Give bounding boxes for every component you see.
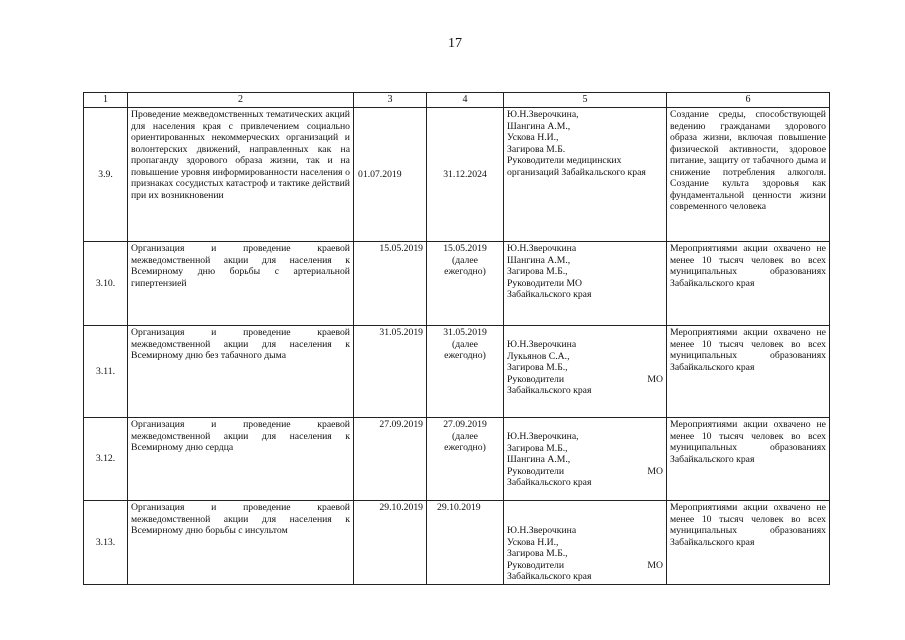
- start-date: 15.05.2019: [354, 242, 427, 326]
- header-cell: 1: [84, 93, 128, 108]
- responsible-names: Ю.Н.Зверочкина, Загирова М.Б., Шангина А.М.,: [507, 431, 579, 465]
- row-number: 3.12.: [84, 418, 128, 501]
- header-cell: 3: [354, 93, 427, 108]
- responsible-names: Ю.Н.Зверочкина Ускова Н.И., Загирова М.Б.,: [507, 525, 577, 559]
- row-number: 3.11.: [84, 326, 128, 418]
- end-date: 15.05.2019 (далее ежегодно): [427, 242, 504, 326]
- responsible-mo: МО: [647, 373, 663, 385]
- table-row: [84, 418, 830, 501]
- responsible-mo: МО: [647, 559, 663, 571]
- responsible-title-line: [507, 466, 663, 478]
- end-date: 31.05.2019 (далее ежегодно): [427, 326, 504, 418]
- header-cell: 2: [128, 93, 354, 108]
- responsible-region: Забайкальского края: [507, 385, 592, 396]
- start-date: 27.09.2019: [354, 418, 427, 501]
- expected-result: Мероприятиями акции охвачено не менее 10 тысяч человек во всех муниципальных образованиях Забайкальского края: [667, 242, 830, 326]
- responsible-region: Забайкальского края: [507, 571, 592, 582]
- row-number: 3.13.: [84, 501, 128, 585]
- header-cell: 6: [667, 93, 830, 108]
- activity-description: Организация и проведение краевой межведомственной акции для населения к Всемирному дню без табачного дыма: [128, 326, 354, 418]
- expected-result: Мероприятиями акции охвачено не менее 10 тысяч человек во всех муниципальных образованиях Забайкальского края: [667, 326, 830, 418]
- responsible-persons: [504, 501, 667, 585]
- responsible-persons: Ю.Н.Зверочкина Шангина А.М., Загирова М.Б., Руководители МО Забайкальского края: [504, 242, 667, 326]
- responsible-persons: Ю.Н.Зверочкина, Шангина А.М., Ускова Н.И., Загирова М.Б. Руководители медицинских организаций Забайкальского края: [504, 108, 667, 242]
- row-number: 3.10.: [84, 242, 128, 326]
- expected-result: Мероприятиями акции охвачено не менее 10 тысяч человек во всех муниципальных образованиях Забайкальского края: [667, 418, 830, 501]
- header-cell: 4: [427, 93, 504, 108]
- responsible-title: Руководители: [507, 373, 565, 385]
- responsible-mo: МО: [647, 465, 663, 477]
- header-cell: 5: [504, 93, 667, 108]
- responsible-title-line: [507, 560, 663, 572]
- table-row: [84, 501, 830, 585]
- activity-description: Организация и проведение краевой межведомственной акции для населения к Всемирному дню сердца: [128, 418, 354, 501]
- start-date: 29.10.2019: [354, 501, 427, 585]
- expected-result: Мероприятиями акции охвачено не менее 10 тысяч человек во всех муниципальных образованиях Забайкальского края: [667, 501, 830, 585]
- responsible-persons: [504, 418, 667, 501]
- expected-result: Создание среды, способствующей ведению гражданами здорового образа жизни, включая повышение физической активности, здоровое питание, защиту от табачного дыма и снижение потребления алкоголя. Создание культа здоровья как фундаментальной ценности жизни современного человека: [667, 108, 830, 242]
- row-number: 3.9.: [84, 108, 128, 242]
- responsible-names: Ю.Н.Зверочкина Лукьянов С.А., Загирова М.Б.,: [507, 339, 577, 373]
- table-row: [84, 108, 830, 242]
- responsible-title-line: [507, 374, 663, 386]
- start-date: 01.07.2019: [354, 108, 427, 242]
- page-number: 17: [448, 36, 462, 51]
- responsible-persons: [504, 326, 667, 418]
- activity-description: Организация и проведение краевой межведомственной акции для населения к Всемирному дню борьбы с инсультом: [128, 501, 354, 585]
- activity-description: Проведение межведомственных тематических акций для населения края с привлечением социально ориентированных некоммерческих организаций и волонтерских движений, направленных как на пропаганду здорового образа жизни, так и на повышение уровня информированности населения о признаках сосудистых катастроф и тактике действий при их возникновении: [128, 108, 354, 242]
- responsible-title: Руководители: [507, 559, 565, 571]
- end-date: 27.09.2019 (далее ежегодно): [427, 418, 504, 501]
- activities-table: [83, 92, 830, 585]
- responsible-region: Забайкальского края: [507, 477, 592, 488]
- end-date: 29.10.2019: [427, 501, 504, 585]
- responsible-title: Руководители: [507, 465, 565, 477]
- table-header-row: [84, 93, 830, 108]
- table-row: [84, 326, 830, 418]
- start-date: 31.05.2019: [354, 326, 427, 418]
- table-row: [84, 242, 830, 326]
- end-date: 31.12.2024: [427, 108, 504, 242]
- activity-description: Организация и проведение краевой межведомственной акции для населения к Всемирному дню борьбы с артериальной гипертензией: [128, 242, 354, 326]
